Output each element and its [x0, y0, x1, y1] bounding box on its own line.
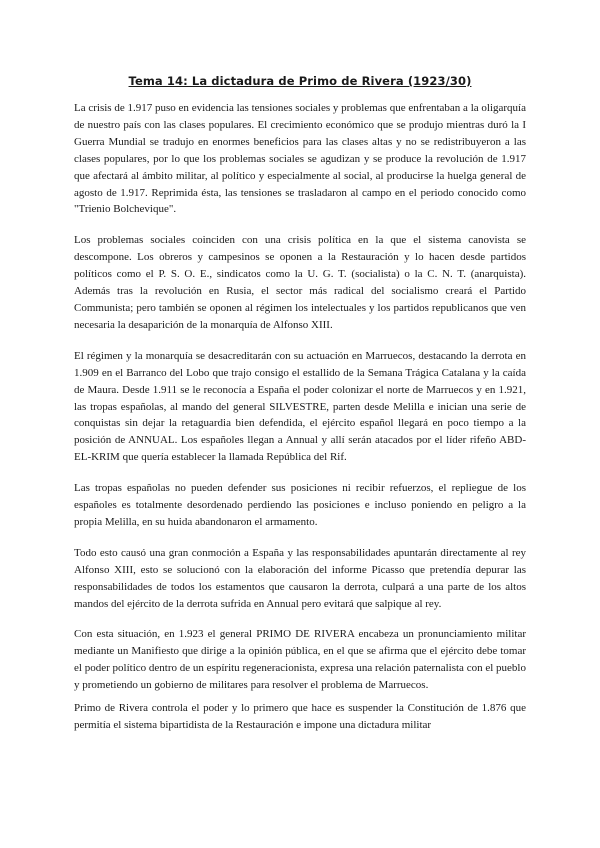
paragraph-political-crisis: Los problemas sociales coinciden con una crisis política en la que el sistema canovista se descompone. Los obreros y campesinos se oponen a la Restauración y lo hacen desde partidos políticos como el P. S. O. E., sindicatos como la U. G. T. (socialista) o la C. N. T. (anarquista). Además tras la revolución en Rusia, el sector más radical del socialismo creará el Partido Communista; pero también se oponen al régimen los intelectuales y los partidos republicanos que ven necesaria la desaparición de la monarquía de Alfonso XIII. [74, 234, 526, 331]
paragraph-pronunciamiento: Con esta situación, en 1.923 el general PRIMO DE RIVERA encabeza un pronunciamiento militar mediante un Manifiesto que dirige a la opinión pública, en el que se afirma que el ejército debe tomar el poder político dentro de un espíritu regeneracionista, expresa una relación paternalista con el pueblo y prometiendo un gobierno de militares para resolver el problema de Marruecos. [74, 628, 526, 692]
paragraph-dictatorship: Primo de Rivera controla el poder y lo primero que hace es suspender la Constitución de 1.876 que permitía el sistema bipartidista de la Restauración e impone una dictadura militar [74, 702, 526, 731]
paragraph-retreat: Las tropas españolas no pueden defender sus posiciones ni recibir refuerzos, el repliegue de los españoles es totalmente desordenado perdiendo las posiciones e incluso poniendo en peligro a la propia Melilla, en su huida abandonaron el armamento. [74, 482, 526, 528]
paragraph-crisis-1917: La crisis de 1.917 puso en evidencia las tensiones sociales y problemas que enfrentaban a la oligarquía de nuestro país con las clases populares. El crecimiento económico que se produjo mientras duró la I Guerra Mundial se tradujo en enormes beneficios para las clases altas y no se redistribuyeron a las clases populares, por lo que los problemas sociales se agudizan y se produce la revolución de 1.917 que afectará al ámbito militar, al político y especialmente al social, al producirse la huelga general de agosto de 1.917. Reprimida ésta, las tensiones se trasladaron al campo en el periodo conocido como "Trienio Bolchevique". [74, 102, 526, 216]
document-title: Tema 14: La dictadura de Primo de Rivera (1923/30) [128, 74, 472, 88]
paragraph-picasso-report: Todo esto causó una gran conmoción a España y las responsabilidades apuntarán directamente al rey Alfonso XIII, esto se solucionó con la elaboración del informe Picasso que pretendía depurar las responsabilidades de todos los estamentos que causaron la derrota, culpará a una parte de los altos mandos del ejército de la derrota sufrida en Annual pero evitará que salpique al rey. [74, 546, 526, 610]
paragraph-morocco: El régimen y la monarquía se desacreditarán con su actuación en Marruecos, destacando la derrota en 1.909 en el Barranco del Lobo que trajo consigo el estallido de la Semana Trágica Catalana y la caída de Maura. Desde 1.911 se le reconocía a España el poder colonizar el norte de Marruecos y en 1.921, las tropas españolas, al mando del general SILVESTRE, parten desde Melilla e inician una serie de conquistas sin dejar la retaguardia bien defendida, el ejército español llegará en poco tiempo a la posición de ANNUAL. Los españoles llegan a Annual y allí serán atacados por el líder rifeño ABD-EL-KRIM que quería establecer la llamada República del Rif. [74, 349, 526, 464]
